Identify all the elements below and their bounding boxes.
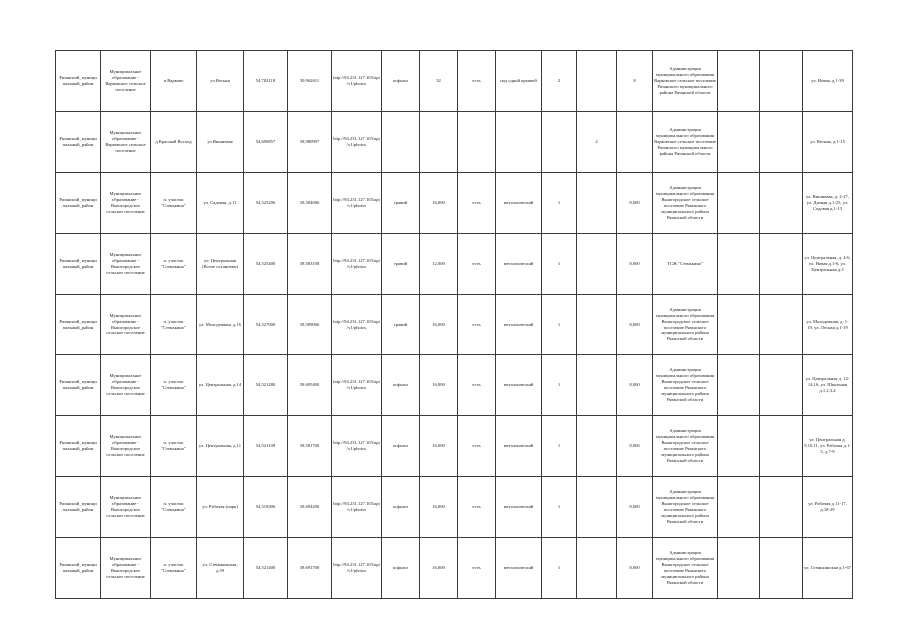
- table-cell: 1: [542, 172, 577, 233]
- table-cell: ТСЖ "Стенькино": [653, 233, 718, 294]
- table-cell: Рязанский_муници пальный_район: [56, 172, 101, 233]
- table-cell: [718, 172, 760, 233]
- table-cell: асфальт: [382, 51, 420, 112]
- table-cell: 1: [542, 294, 577, 355]
- table-cell: [760, 51, 803, 112]
- table-cell: металлический: [496, 172, 542, 233]
- table-cell: 12,000: [420, 233, 458, 294]
- table-cell: есть: [458, 355, 496, 416]
- table-cell: 39,583108: [288, 233, 332, 294]
- table-cell: [577, 416, 617, 477]
- table-cell: Муниципальное образование - Вышгородское сельское поселение: [101, 294, 151, 355]
- data-table: [55, 50, 853, 599]
- table-cell: 54,690857: [244, 111, 288, 172]
- table-cell: 39,962611: [288, 51, 332, 112]
- table-cell: Администрация муниципального образования Вышгородское сельское поселение Рязанского муниципального района Рязанской области: [653, 172, 718, 233]
- table-cell: [718, 355, 760, 416]
- table-cell: металлический: [496, 294, 542, 355]
- table-cell: Администрация муниципального образования Варковское сельское поселение Рязанского муниципального района Рязанской области: [653, 111, 718, 172]
- table-cell: металлический: [496, 477, 542, 538]
- table-cell: [718, 416, 760, 477]
- table-cell: 8,000: [617, 355, 653, 416]
- table-cell: [760, 172, 803, 233]
- table-cell: [577, 172, 617, 233]
- table-row: [56, 355, 853, 416]
- table-cell: есть: [458, 538, 496, 599]
- table-cell: Рязанский_муници пальный_район: [56, 416, 101, 477]
- table-cell: 16,000: [420, 477, 458, 538]
- table-cell: металлический: [496, 416, 542, 477]
- table-cell: 16,000: [420, 416, 458, 477]
- table-cell: 8,000: [617, 477, 653, 538]
- table-cell: Муниципальное образование - Вышгородское сельское поселение: [101, 416, 151, 477]
- table-cell: ул.Вишневая: [197, 111, 244, 172]
- table-cell: ул. Новая, д.1-39: [803, 51, 853, 112]
- table-cell: п. участок "Стенькино": [151, 416, 197, 477]
- table-cell: 54,521400: [244, 538, 288, 599]
- table-cell: [496, 111, 542, 172]
- table-row: [56, 416, 853, 477]
- table-cell: 8,000: [617, 416, 653, 477]
- table-cell: 8,000: [617, 233, 653, 294]
- table-cell: [577, 294, 617, 355]
- table-cell: есть: [458, 477, 496, 538]
- table-cell: 54,518306: [244, 477, 288, 538]
- table-cell: ул. Центральная, д.14: [197, 355, 244, 416]
- table-cell: 16,000: [420, 294, 458, 355]
- table-row: [56, 294, 853, 355]
- table-cell: [577, 355, 617, 416]
- table-cell: п. участок "Стенькино": [151, 172, 197, 233]
- table-cell: металлический: [496, 355, 542, 416]
- table-cell: 54,525206: [244, 172, 288, 233]
- table-cell: Рязанский_муници пальный_район: [56, 477, 101, 538]
- table-cell: ул. Центральная, д. 4-6, ул. Новая д.1-6, ул. Центральная д.3: [803, 233, 853, 294]
- table-cell: [760, 355, 803, 416]
- table-cell: [542, 111, 577, 172]
- table-cell: Муниципальное образование - Вышгородское сельское поселение: [101, 477, 151, 538]
- table-cell: ул. Центральная, д.11: [197, 416, 244, 477]
- table-cell: п. участок "Стенькино": [151, 477, 197, 538]
- table-cell: 8: [617, 51, 653, 112]
- table-cell: Муниципальное образование - Вышгородское сельское поселение: [101, 538, 151, 599]
- table-cell: 1: [542, 355, 577, 416]
- table-cell: [718, 294, 760, 355]
- table-cell: есть: [458, 294, 496, 355]
- table-cell: п. участок "Стенькино": [151, 233, 197, 294]
- table-cell: Администрация муниципального образования Вышгородское сельское поселение Рязанского муниципального района Рязанской области: [653, 294, 718, 355]
- table-cell: ул. Рабочая д.11-17, д.18-29: [803, 477, 853, 538]
- table-cell: ул. Центральная д. 9,10,11, ул. Рабочая д.1-5, д.7-9: [803, 416, 853, 477]
- table-cell: есть: [458, 172, 496, 233]
- table-cell: Рязанский_муници пальный_район: [56, 233, 101, 294]
- table-cell: металлический: [496, 233, 542, 294]
- table-cell: [577, 477, 617, 538]
- table-cell: [718, 477, 760, 538]
- table-cell: http://94.231.127.103/api/v1/photos: [332, 233, 382, 294]
- table-cell: ул. Стенькинская, д.59: [197, 538, 244, 599]
- table-cell: 1: [542, 477, 577, 538]
- table-cell: Администрация муниципального образования Вышгородское сельское поселение Рязанского муниципального района Рязанской области: [653, 355, 718, 416]
- table-cell: ул. Рабочая (парк): [197, 477, 244, 538]
- table-cell: 8,000: [617, 538, 653, 599]
- table-cell: 16,000: [420, 355, 458, 416]
- table-cell: http://94.231.127.103/api/v1/photos: [332, 416, 382, 477]
- table-cell: Администрация муниципального образования Вышгородское сельское поселение Рязанского муниципального района Рязанской области: [653, 477, 718, 538]
- table-cell: [577, 538, 617, 599]
- table-cell: http://94.231.127.103/api/v1/photos: [332, 172, 382, 233]
- table-cell: 39,980997: [288, 111, 332, 172]
- table-cell: Администрация муниципального образования Вышгородское сельское поселение Рязанского муниципального района Рязанской области: [653, 538, 718, 599]
- table-row: [56, 233, 853, 294]
- table-cell: 54,521280: [244, 355, 288, 416]
- table-cell: Муниципальное образование - Варковское сельское поселение: [101, 51, 151, 112]
- table-row: [56, 172, 853, 233]
- table-cell: есть: [458, 233, 496, 294]
- table-cell: 8,000: [617, 172, 653, 233]
- table-cell: 54,702118: [244, 51, 288, 112]
- table-cell: [718, 538, 760, 599]
- table-row: [56, 51, 853, 112]
- table-cell: ул. Садовая, д.11: [197, 172, 244, 233]
- table-cell: Рязанский_муници пальный_район: [56, 294, 101, 355]
- table-cell: [760, 538, 803, 599]
- table-cell: Рязанский_муници пальный_район: [56, 111, 101, 172]
- table-cell: http://94.231.127.103/api/v1/photos: [332, 51, 382, 112]
- table-cell: 39,695400: [288, 355, 332, 416]
- table-cell: 54,527000: [244, 294, 288, 355]
- table-cell: [382, 111, 420, 172]
- table-cell: Рязанский_муници пальный_район: [56, 538, 101, 599]
- table-cell: [617, 111, 653, 172]
- table-cell: 54,525400: [244, 233, 288, 294]
- table-cell: п. участок "Стенькино": [151, 538, 197, 599]
- table-row: [56, 538, 853, 599]
- table-cell: асфальт: [382, 477, 420, 538]
- table-cell: 39,581700: [288, 416, 332, 477]
- table-cell: [718, 111, 760, 172]
- table-cell: [718, 51, 760, 112]
- table-cell: ул. Стенькинская д.1-67: [803, 538, 853, 599]
- table-cell: [420, 111, 458, 172]
- table-cell: http://94.231.127.103/api/v1/photos: [332, 538, 382, 599]
- table-cell: есть: [458, 416, 496, 477]
- table-cell: под одной крышей: [496, 51, 542, 112]
- table-cell: 54,521109: [244, 416, 288, 477]
- table-cell: Муниципальное образование - Варковское сельское поселение: [101, 111, 151, 172]
- table-cell: Муниципальное образование - Вышгородское сельское поселение: [101, 233, 151, 294]
- table-cell: 39,589006: [288, 294, 332, 355]
- table-cell: металлический: [496, 538, 542, 599]
- table-cell: [458, 111, 496, 172]
- table-cell: [760, 111, 803, 172]
- table-cell: Администрация муниципального образования Варковское сельское поселение Рязанского муниципального района Рязанской области: [653, 51, 718, 112]
- table-cell: 1: [542, 538, 577, 599]
- table-cell: гравий: [382, 294, 420, 355]
- table-cell: п. участок "Стенькино": [151, 355, 197, 416]
- table-cell: 1: [542, 416, 577, 477]
- table-cell: асфальт: [382, 416, 420, 477]
- table-cell: д.Красный Восход: [151, 111, 197, 172]
- table-cell: асфальт: [382, 538, 420, 599]
- table-cell: п. участок "Стенькино": [151, 294, 197, 355]
- table-cell: ул. Молодежная, д.16: [197, 294, 244, 355]
- table-cell: 8,000: [617, 294, 653, 355]
- table-cell: http://94.231.127.103/api/v1/photos: [332, 355, 382, 416]
- table-cell: [577, 51, 617, 112]
- table-cell: [577, 233, 617, 294]
- table-cell: ул. Вишневая, д. 2-27, ул. Дачная д.1-25, ул. Садовая д.1-13: [803, 172, 853, 233]
- table-row: [56, 111, 853, 172]
- table-cell: ул. Молодежная, д. 1-19, ул. Лесная д.1-19: [803, 294, 853, 355]
- table-cell: Администрация муниципального образования Вышгородское сельское поселение Рязанского муниципального района Рязанской области: [653, 416, 718, 477]
- table-cell: 2: [542, 51, 577, 112]
- table-cell: асфальт: [382, 355, 420, 416]
- table-cell: Рязанский_муници пальный_район: [56, 355, 101, 416]
- table-cell: Муниципальное образование - Вышгородское сельское поселение: [101, 355, 151, 416]
- table-cell: 39,694200: [288, 477, 332, 538]
- table-cell: гравий: [382, 233, 420, 294]
- table-cell: 16,000: [420, 172, 458, 233]
- table-cell: есть: [458, 51, 496, 112]
- document-page: [55, 50, 852, 598]
- table-cell: 39,691700: [288, 538, 332, 599]
- table-cell: [760, 416, 803, 477]
- table-cell: http://94.231.127.103/api/v1/photos: [332, 111, 382, 172]
- table-cell: Муниципальное образование - Вышгородское сельское поселение: [101, 172, 151, 233]
- table-cell: 16,000: [420, 538, 458, 599]
- table-cell: 32: [420, 51, 458, 112]
- table-cell: [760, 294, 803, 355]
- table-cell: ул. Центральная д. 12-14,16, ул. Школьная д.1,2,3,4: [803, 355, 853, 416]
- table-cell: [760, 233, 803, 294]
- table-cell: п.Варково: [151, 51, 197, 112]
- table-cell: Рязанский_муници пальный_район: [56, 51, 101, 112]
- table-cell: http://94.231.127.103/api/v1/photos: [332, 477, 382, 538]
- table-cell: [760, 477, 803, 538]
- table-cell: ул. Центральная (Возле остановки): [197, 233, 244, 294]
- table-cell: гравий: [382, 172, 420, 233]
- table-cell: 1: [542, 233, 577, 294]
- table-cell: [718, 233, 760, 294]
- table-cell: ул. Весная, д.1-15: [803, 111, 853, 172]
- table-cell: http://94.231.127.103/api/v1/photos: [332, 294, 382, 355]
- table-row: [56, 477, 853, 538]
- table-cell: ул.Весная: [197, 51, 244, 112]
- table-cell: 39,584006: [288, 172, 332, 233]
- table-cell: 2: [577, 111, 617, 172]
